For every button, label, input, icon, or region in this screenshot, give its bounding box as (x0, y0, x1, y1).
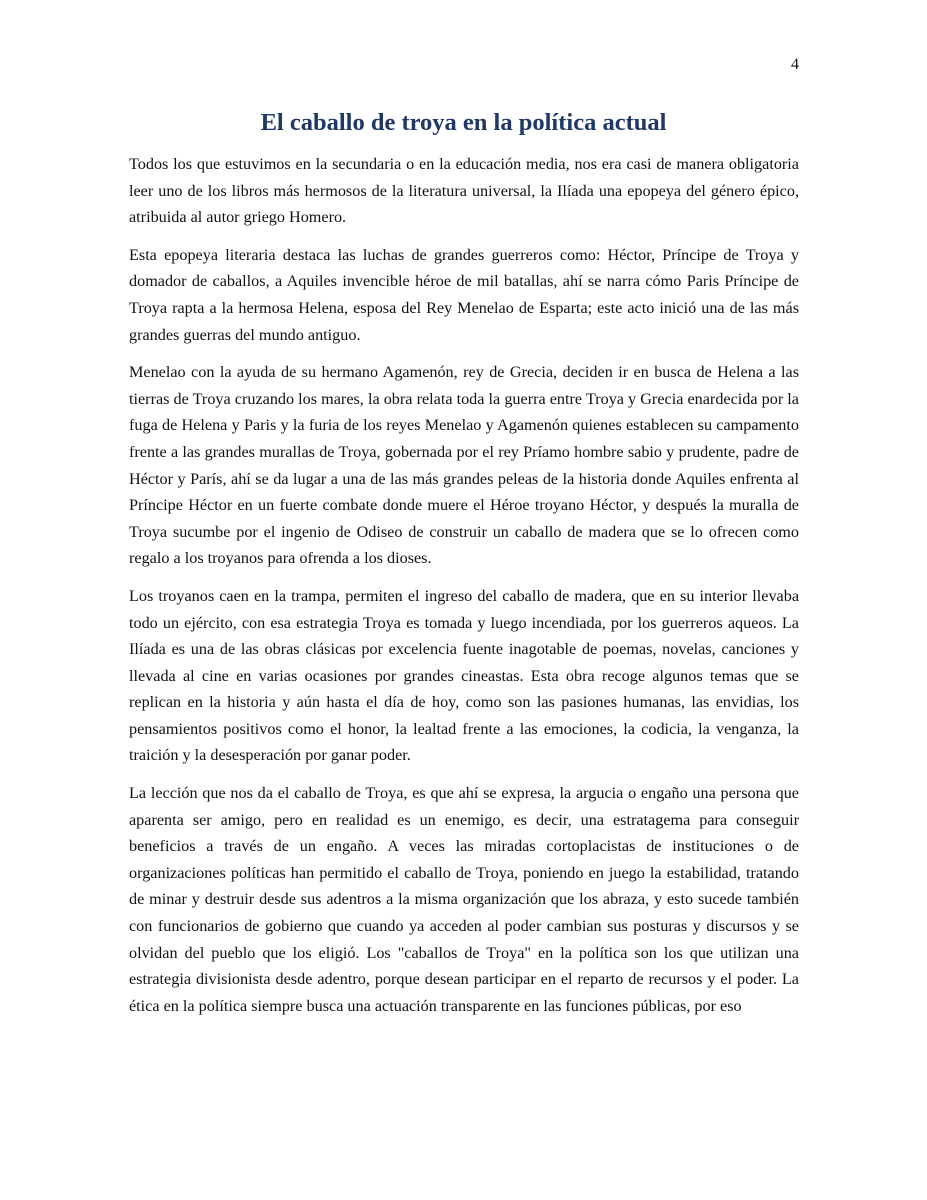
paragraph-5: La lección que nos da el caballo de Troya, es que ahí se expresa, la argucia o engaño una persona que aparenta ser amigo, pero en realidad es un enemigo, es decir, una estratagema para conseguir beneficios a través de un engaño. A veces las miradas cortoplacistas de instituciones o de organizaciones políticas han permitido el caballo de Troya, poniendo en juego la estabilidad, tratando de minar y destruir desde sus adentros a la misma organización que los abraza, y esto sucede también con funcionarios de gobierno que cuando ya acceden al poder cambian sus posturas y discursos y se olvidan del pueblo que los eligió. Los "caballos de Troya" en la política son los que utilizan una estrategia divisionista desde adentro, porque desean participar en el reparto de recursos y el poder. La ética en la política siempre busca una actuación transparente en las funciones públicas, por eso (129, 784, 799, 1015)
paragraph-4: Los troyanos caen en la trampa, permiten el ingreso del caballo de madera, que en su interior llevaba todo un ejército, con esa estrategia Troya es tomada y luego incendiada, por los guerreros aqueos. La Ilíada es una de las obras clásicas por excelencia fuente inagotable de poemas, novelas, canciones y llevada al cine en varias ocasiones por grandes cineastas. Esta obra recoge algunos temas que se replican en la historia y aún hasta el día de hoy, como son las pasiones humanas, las envidias, los pensamientos positivos como el honor, la lealtad frente a las emociones, la codicia, la venganza, la traición y la desesperación por ganar poder. (129, 586, 799, 765)
paragraph-2: Esta epopeya literaria destaca las luchas de grandes guerreros como: Héctor, Príncipe de Troya y domador de caballos, a Aquiles invencible héroe de mil batallas, ahí se narra cómo Paris Príncipe de Troya rapta a la hermosa Helena, esposa del Rey Menelao de Esparta; este acto inició una de las más grandes guerras del mundo antiguo. (129, 245, 799, 344)
article-body (129, 151, 799, 1019)
page-title: El caballo de troya en la política actual (260, 109, 667, 136)
page-number: 4 (791, 56, 799, 73)
paragraph-1: Todos los que estuvimos en la secundaria o en la educación media, nos era casi de manera obligatoria leer uno de los libros más hermosos de la literatura universal, la Ilíada una epopeya del género épico, atribuida al autor griego Homero. (129, 155, 799, 227)
paragraph-3: Menelao con la ayuda de su hermano Agamenón, rey de Grecia, deciden ir en busca de Helena a las tierras de Troya cruzando los mares, la obra relata toda la guerra entre Troya y Grecia enardecida por la fuga de Helena y Paris y la furia de los reyes Menelao y Agamenón quienes establecen su campamento frente a las grandes murallas de Troya, gobernada por el rey Príamo hombre sabio y prudente, padre de Héctor y París, ahí se da lugar a una de las más grandes peleas de la historia donde Aquiles enfrenta al Príncipe Héctor en un fuerte combate donde muere el Héroe troyano Héctor, y después la muralla de Troya sucumbe por el ingenio de Odiseo de construir un caballo de madera que se lo ofrecen como regalo a los troyanos para ofrenda a los dioses. (129, 363, 799, 568)
